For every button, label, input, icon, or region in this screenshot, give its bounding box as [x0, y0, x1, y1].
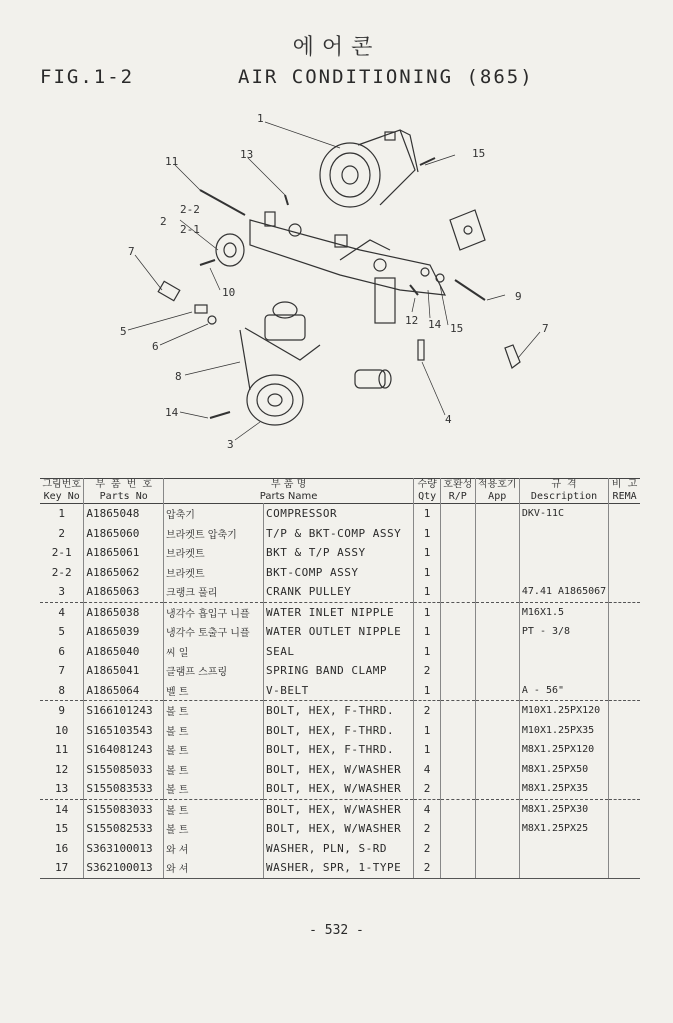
bolts-drawing: [200, 158, 485, 418]
part-name-cell: COMPRESSOR: [263, 504, 413, 524]
part-number-cell: A1865038: [84, 602, 164, 622]
app-cell: [475, 602, 519, 622]
app-cell: [475, 622, 519, 642]
part-name-cell: BOLT, HEX, F-THRD.: [263, 740, 413, 760]
remarks-cell: [609, 740, 640, 760]
table-row: [40, 760, 640, 780]
table-row: [40, 819, 640, 839]
key-cell: 11: [55, 743, 69, 757]
figure-label: FIG.1-2: [40, 66, 135, 88]
key-cell: 7: [58, 664, 65, 678]
description-cell: M16X1.5: [519, 602, 608, 622]
part-number-cell: S363100013: [84, 839, 164, 859]
tensioner-pulley-drawing: [216, 234, 244, 266]
v-belt-drawing: [240, 328, 320, 390]
description-cell: A - 56": [519, 681, 608, 701]
korean-name-cell: 볼 트: [163, 721, 263, 741]
key-cell: 1: [58, 507, 65, 521]
key-cell: 5: [58, 625, 65, 639]
table-row: [40, 602, 640, 622]
key-cell: 14: [55, 802, 69, 816]
rp-cell: [441, 760, 476, 780]
header-qty: 수량 Qty: [414, 479, 441, 504]
part-number-cell: A1865061: [84, 543, 164, 563]
part-number-cell: A1865040: [84, 642, 164, 662]
korean-name-cell: 클램프 스프링: [163, 661, 263, 681]
korean-name-cell: 볼 트: [163, 779, 263, 799]
korean-name-cell: 와 셔: [163, 858, 263, 878]
remarks-cell: [609, 622, 640, 642]
table-header-row: [40, 479, 640, 504]
part-number-cell: S155082533: [84, 819, 164, 839]
table-row: [40, 563, 640, 583]
description-cell: M10X1.25PX35: [519, 721, 608, 741]
korean-name-cell: 냉각수 흡입구 니플: [163, 602, 263, 622]
korean-name-cell: 크랭크 풀리: [163, 582, 263, 602]
key-cell: 10: [55, 723, 69, 737]
app-cell: [475, 839, 519, 859]
korean-name-cell: 와 셔: [163, 839, 263, 859]
description-cell: PT - 3/8: [519, 622, 608, 642]
svg-text:8: 8: [175, 370, 182, 383]
exploded-parts-diagram: [100, 100, 560, 460]
app-cell: [475, 858, 519, 878]
header-rp: 호환성 R/P: [441, 479, 476, 504]
quantity-cell: 1: [414, 622, 441, 642]
app-cell: [475, 563, 519, 583]
description-cell: [519, 839, 608, 859]
remarks-cell: [609, 701, 640, 721]
part-number-cell: A1865039: [84, 622, 164, 642]
quantity-cell: 2: [414, 858, 441, 878]
part-name-cell: WATER INLET NIPPLE: [263, 602, 413, 622]
svg-text:4: 4: [445, 413, 452, 426]
part-name-cell: V-BELT: [263, 681, 413, 701]
key-cell: 2-2: [51, 565, 72, 579]
rp-cell: [441, 839, 476, 859]
key-cell: 12: [55, 762, 69, 776]
bracket-drawing: [250, 212, 445, 323]
remarks-cell: [609, 819, 640, 839]
remarks-cell: [609, 779, 640, 799]
remarks-cell: [609, 681, 640, 701]
svg-text:2-2: 2-2: [180, 203, 200, 216]
seal-flange-drawing: [265, 302, 305, 340]
part-name-cell: WATER OUTLET NIPPLE: [263, 622, 413, 642]
part-number-cell: S166101243: [84, 701, 164, 721]
rp-cell: [441, 504, 476, 524]
quantity-cell: 1: [414, 602, 441, 622]
table-row: [40, 779, 640, 799]
description-cell: M8X1.25PX120: [519, 740, 608, 760]
page-title: AIR CONDITIONING (865): [238, 66, 534, 88]
key-cell: 15: [55, 822, 69, 836]
remarks-cell: [609, 661, 640, 681]
description-cell: M8X1.25PX35: [519, 779, 608, 799]
rp-cell: [441, 740, 476, 760]
svg-text:10: 10: [222, 286, 236, 299]
part-number-cell: A1865063: [84, 582, 164, 602]
quantity-cell: 1: [414, 681, 441, 701]
table-row: [40, 701, 640, 721]
description-cell: M8X1.25PX25: [519, 819, 608, 839]
key-cell: 13: [40, 779, 84, 799]
description-cell: M10X1.25PX120: [519, 701, 608, 721]
header-remarks: 비 고 REMA: [609, 479, 640, 504]
part-number-cell: A1865062: [84, 563, 164, 583]
korean-name-cell: 볼 트: [163, 760, 263, 780]
description-cell: 47.41 A1865067: [519, 582, 608, 602]
app-cell: [475, 721, 519, 741]
header-parts-no: 부 품 번 호 Parts No: [84, 479, 164, 504]
korean-name-cell: 브라켓트: [163, 543, 263, 563]
header-app: 적용호기 App: [475, 479, 519, 504]
korean-name-cell: 볼 트: [163, 819, 263, 839]
app-cell: [475, 582, 519, 602]
korean-name-cell: 냉각수 토출구 니플: [163, 622, 263, 642]
rp-cell: [441, 858, 476, 878]
part-name-cell: BKT-COMP ASSY: [263, 563, 413, 583]
rp-cell: [441, 681, 476, 701]
rp-cell: [441, 779, 476, 799]
key-cell: 17: [40, 858, 84, 878]
quantity-cell: 2: [414, 661, 441, 681]
part-name-cell: BKT & T/P ASSY: [263, 543, 413, 563]
svg-text:14: 14: [165, 406, 179, 419]
part-number-cell: A1865060: [84, 524, 164, 544]
korean-name-cell: 씨 일: [163, 642, 263, 662]
quantity-cell: 2: [414, 779, 441, 799]
part-number-cell: S155085033: [84, 760, 164, 780]
svg-text:1: 1: [257, 112, 264, 125]
remarks-cell: [609, 839, 640, 859]
table-row: [40, 740, 640, 760]
rp-cell: [441, 563, 476, 583]
key-cell: 8: [40, 681, 84, 701]
description-cell: [519, 543, 608, 563]
rp-cell: [441, 622, 476, 642]
clamp-drawing: [505, 345, 520, 368]
quantity-cell: 2: [414, 819, 441, 839]
key-cell: 4: [58, 605, 65, 619]
part-name-cell: BOLT, HEX, F-THRD.: [263, 721, 413, 741]
korean-name-cell: 벨 트: [163, 681, 263, 701]
part-name-cell: CRANK PULLEY: [263, 582, 413, 602]
svg-text:7: 7: [542, 322, 549, 335]
part-name-cell: T/P & BKT-COMP ASSY: [263, 524, 413, 544]
key-cell: 6: [58, 644, 65, 658]
table-row: [40, 681, 640, 701]
rp-cell: [441, 582, 476, 602]
remarks-cell: [609, 642, 640, 662]
part-name-cell: BOLT, HEX, W/WASHER: [263, 760, 413, 780]
app-cell: [475, 504, 519, 524]
svg-text:2: 2: [160, 215, 167, 228]
quantity-cell: 1: [414, 563, 441, 583]
description-cell: [519, 642, 608, 662]
table-row: [40, 524, 640, 544]
part-name-cell: SEAL: [263, 642, 413, 662]
part-name-cell: WASHER, PLN, S-RD: [263, 839, 413, 859]
rp-cell: [441, 701, 476, 721]
table-row: [40, 504, 640, 524]
app-cell: [475, 819, 519, 839]
part-number-cell: A1865064: [84, 681, 164, 701]
description-cell: [519, 858, 608, 878]
parts-list-table: [40, 478, 640, 879]
korean-name-cell: 볼 트: [163, 701, 263, 721]
part-name-cell: BOLT, HEX, W/WASHER: [263, 799, 413, 819]
header-key-no: 그림번호 Key No: [42, 479, 81, 502]
svg-text:3: 3: [227, 438, 234, 451]
table-row: [40, 839, 640, 859]
key-cell: 9: [58, 704, 65, 718]
svg-text:14: 14: [428, 318, 442, 331]
quantity-cell: 1: [414, 582, 441, 602]
app-cell: [475, 760, 519, 780]
quantity-cell: 2: [414, 701, 441, 721]
table-row: [40, 858, 640, 878]
app-cell: [475, 799, 519, 819]
page-title-korean: 에어콘: [292, 35, 381, 60]
quantity-cell: 1: [414, 740, 441, 760]
svg-text:13: 13: [240, 148, 254, 161]
svg-text:11: 11: [165, 155, 179, 168]
svg-text:15: 15: [450, 322, 464, 335]
korean-name-cell: 볼 트: [163, 740, 263, 760]
rp-cell: [441, 543, 476, 563]
description-cell: M8X1.25PX30: [519, 799, 608, 819]
compressor-drawing: [320, 130, 418, 207]
svg-text:15: 15: [472, 147, 486, 160]
description-cell: [519, 524, 608, 544]
remarks-cell: [609, 760, 640, 780]
description-cell: [519, 563, 608, 583]
korean-name-cell: 볼 트: [163, 799, 263, 819]
part-number-cell: A1865048: [84, 504, 164, 524]
remarks-cell: [609, 721, 640, 741]
svg-text:12: 12: [405, 314, 419, 327]
svg-text:7: 7: [128, 245, 135, 258]
side-bracket-drawing: [450, 210, 485, 250]
rp-cell: [441, 602, 476, 622]
part-name-cell: SPRING BAND CLAMP: [263, 661, 413, 681]
callout-labels: [120, 112, 549, 451]
key-cell: 2-1: [51, 546, 72, 560]
key-cell: 16: [55, 841, 69, 855]
part-number-cell: S155083033: [84, 799, 164, 819]
quantity-cell: 4: [414, 760, 441, 780]
svg-text:9: 9: [515, 290, 522, 303]
quantity-cell: 1: [414, 524, 441, 544]
part-name-cell: BOLT, HEX, W/WASHER: [263, 819, 413, 839]
rp-cell: [441, 721, 476, 741]
key-cell: 2: [58, 526, 65, 540]
quantity-cell: 1: [414, 543, 441, 563]
description-cell: DKV-11C: [519, 504, 608, 524]
part-name-cell: BOLT, HEX, F-THRD.: [263, 701, 413, 721]
app-cell: [475, 524, 519, 544]
app-cell: [475, 681, 519, 701]
korean-name-cell: 압축기: [163, 504, 263, 524]
remarks-cell: [609, 602, 640, 622]
key-cell: 3: [40, 582, 84, 602]
part-number-cell: S155083533: [84, 779, 164, 799]
remarks-cell: [609, 582, 640, 602]
table-row: [40, 642, 640, 662]
description-cell: M8X1.25PX50: [519, 760, 608, 780]
remarks-cell: [609, 563, 640, 583]
part-number-cell: S164081243: [84, 740, 164, 760]
page-number: - 532 -: [309, 923, 364, 938]
svg-text:2-1: 2-1: [180, 223, 200, 236]
svg-text:5: 5: [120, 325, 127, 338]
header-parts-name: 부 품 명 Parts Name: [163, 479, 413, 504]
app-cell: [475, 701, 519, 721]
table-row: [40, 661, 640, 681]
quantity-cell: 1: [414, 642, 441, 662]
description-cell: [519, 661, 608, 681]
quantity-cell: 1: [414, 721, 441, 741]
remarks-cell: [609, 858, 640, 878]
svg-text:6: 6: [152, 340, 159, 353]
crank-pulley-drawing: [247, 375, 303, 425]
part-number-cell: S362100013: [84, 858, 164, 878]
korean-name-cell: 브라켓트: [163, 563, 263, 583]
remarks-cell: [609, 524, 640, 544]
rp-cell: [441, 661, 476, 681]
rp-cell: [441, 799, 476, 819]
part-number-cell: A1865041: [84, 661, 164, 681]
table-row: [40, 799, 640, 819]
app-cell: [475, 779, 519, 799]
app-cell: [475, 661, 519, 681]
quantity-cell: 1: [414, 504, 441, 524]
quantity-cell: 2: [414, 839, 441, 859]
part-name-cell: BOLT, HEX, W/WASHER: [263, 779, 413, 799]
app-cell: [475, 642, 519, 662]
korean-name-cell: 브라켓트 압축기: [163, 524, 263, 544]
table-row: [40, 721, 640, 741]
part-name-cell: WASHER, SPR, 1-TYPE: [263, 858, 413, 878]
rp-cell: [441, 524, 476, 544]
table-row: [40, 543, 640, 563]
app-cell: [475, 740, 519, 760]
table-row: [40, 622, 640, 642]
remarks-cell: [609, 799, 640, 819]
rp-cell: [441, 642, 476, 662]
header-description: 규 격 Description: [519, 479, 608, 504]
remarks-cell: [609, 543, 640, 563]
part-number-cell: S165103543: [84, 721, 164, 741]
rp-cell: [441, 819, 476, 839]
table-row: [40, 582, 640, 602]
app-cell: [475, 543, 519, 563]
remarks-cell: [609, 504, 640, 524]
quantity-cell: 4: [414, 799, 441, 819]
